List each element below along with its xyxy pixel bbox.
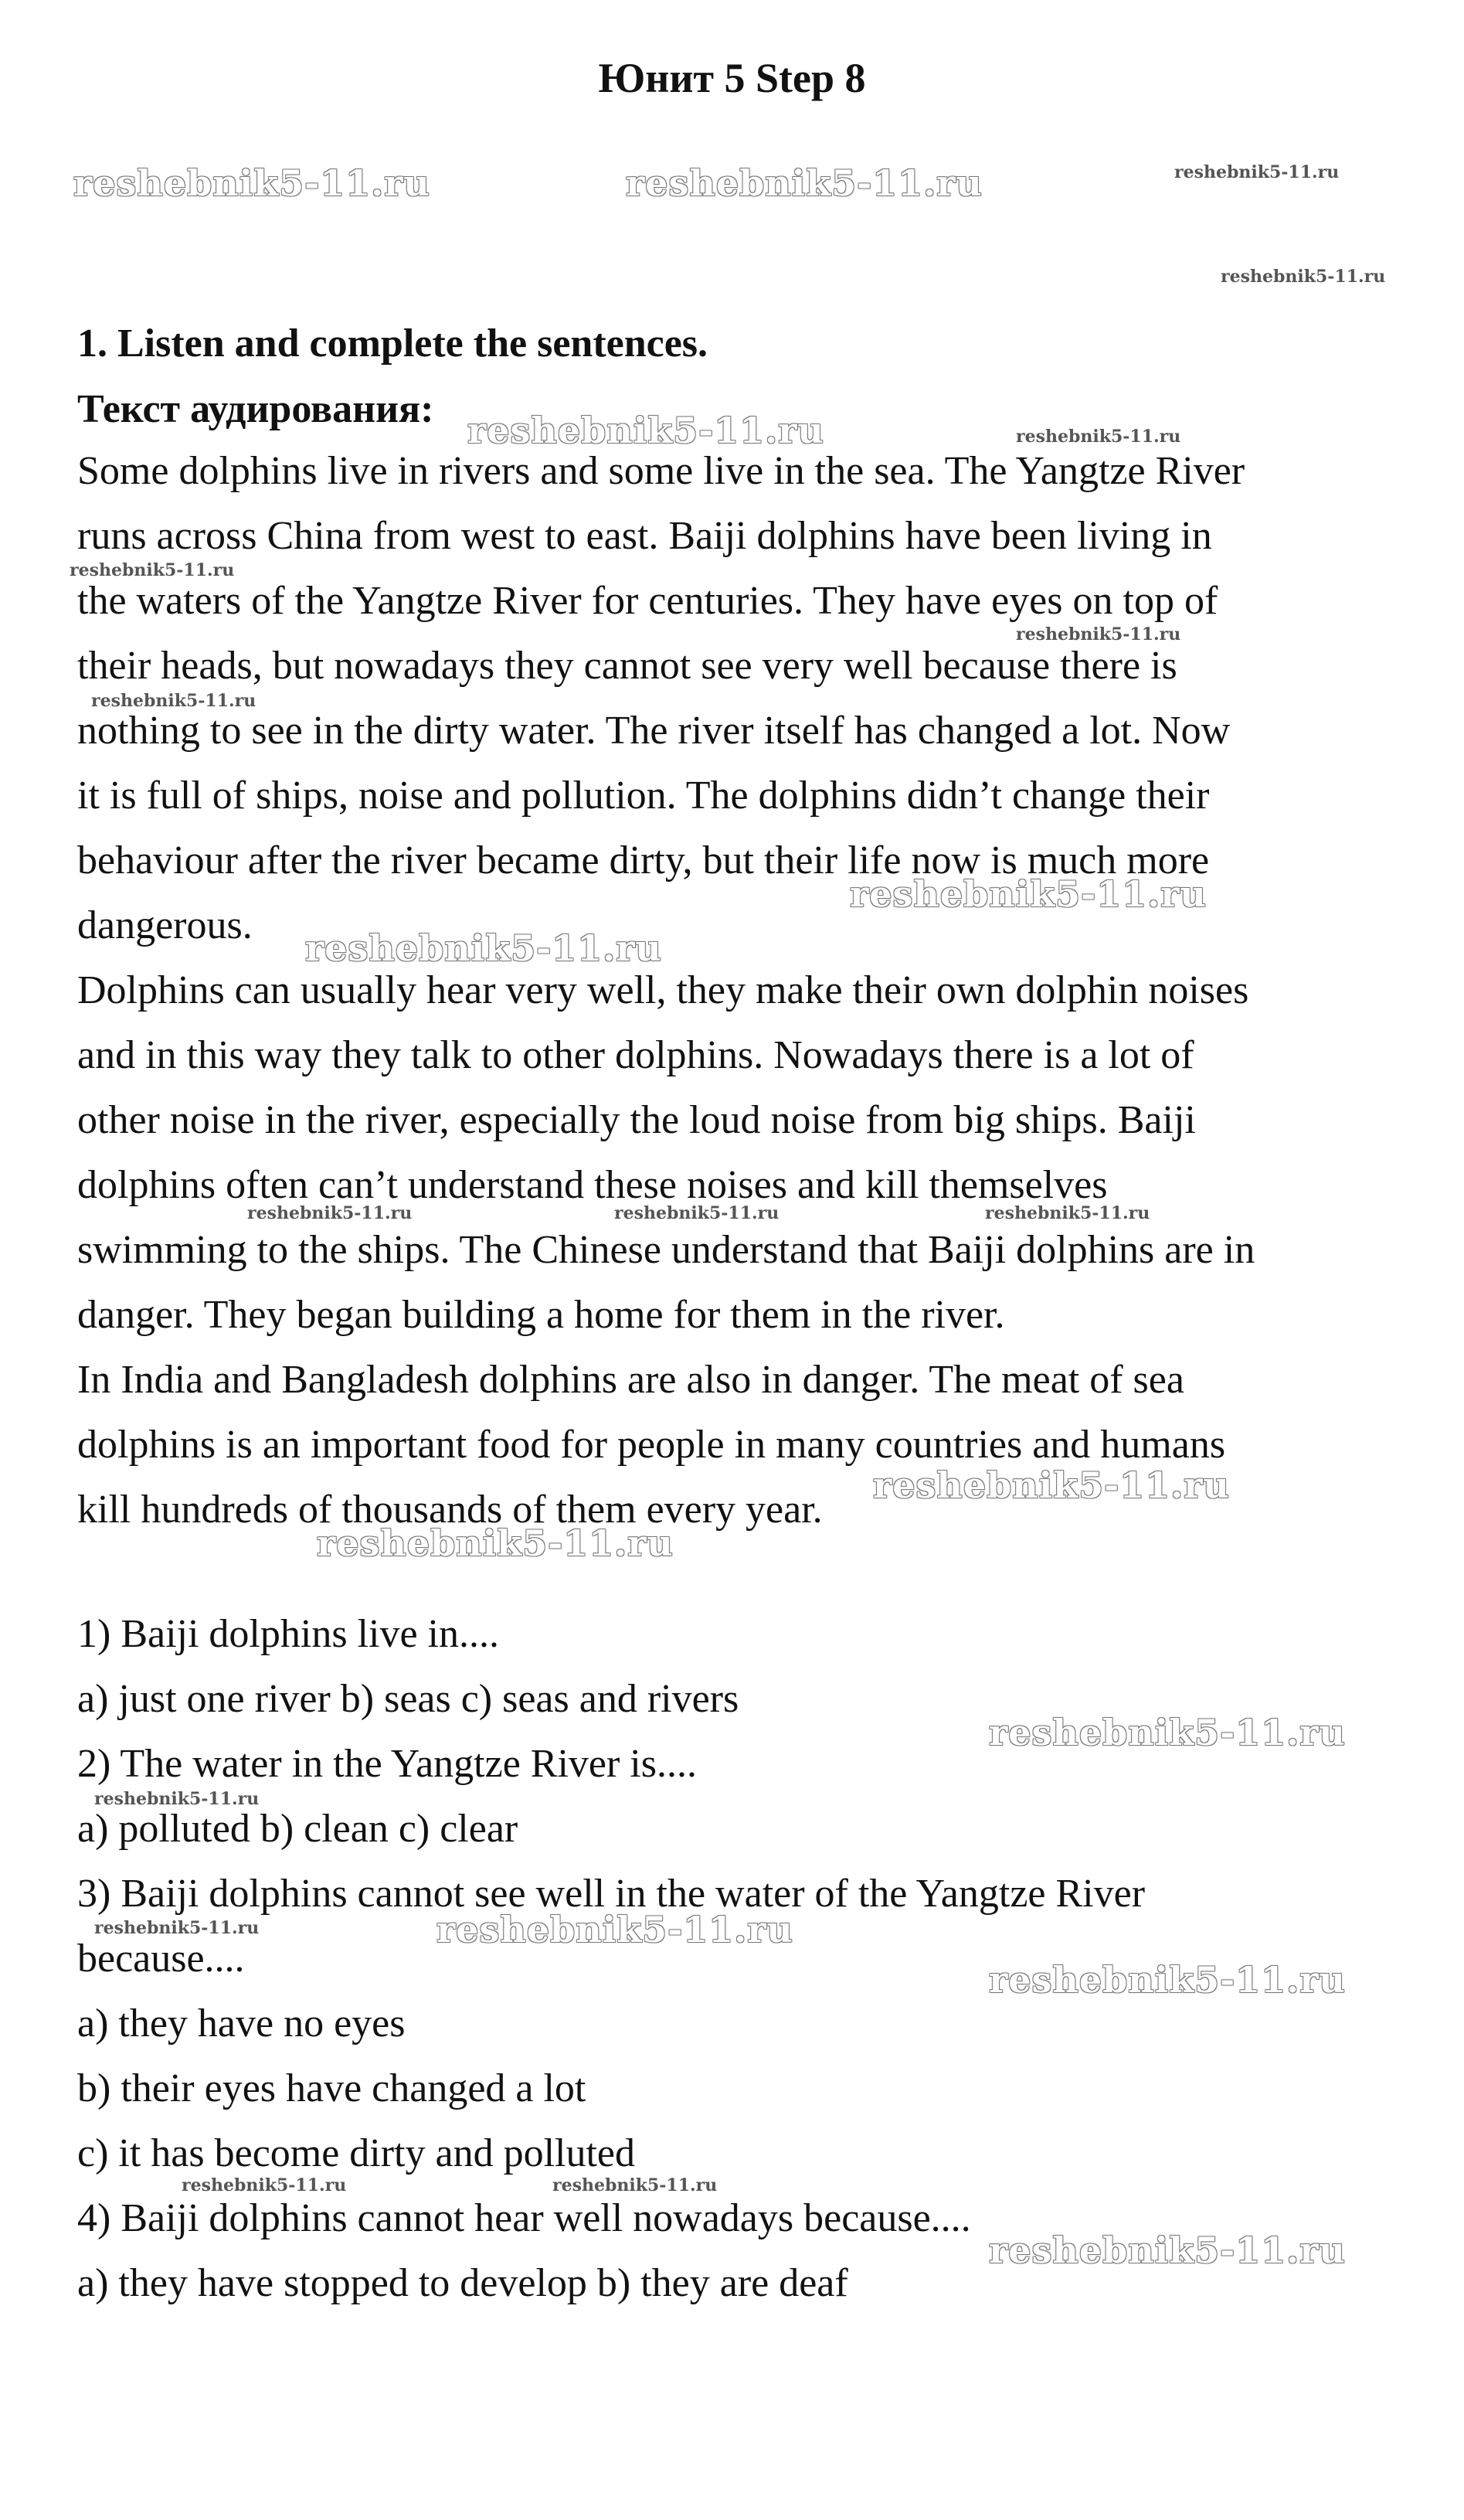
watermark: reshebnik5-11.ru	[626, 162, 983, 204]
transcript-line: runs across China from west to east. Baiji dolphins have been living in	[77, 514, 1212, 558]
watermark: reshebnik5-11.ru	[436, 1909, 793, 1950]
watermark: reshebnik5-11.ru	[989, 1959, 1346, 2001]
transcript-line: dangerous.	[77, 903, 253, 947]
question-line: because....	[77, 1937, 245, 1981]
answer-options: a) they have no eyes	[77, 2001, 406, 2046]
transcript-line: Some dolphins live in rivers and some live in the sea. The Yangtze River	[77, 449, 1245, 493]
watermark: reshebnik5-11.ru	[247, 1203, 413, 1223]
question-line: 4) Baiji dolphins cannot hear well nowadays because....	[77, 2196, 971, 2240]
transcript-line: it is full of ships, noise and pollution. The dolphins didn’t change their	[77, 774, 1210, 818]
watermark: reshebnik5-11.ru	[1016, 427, 1181, 447]
answer-options: a) polluted b) clean c) clear	[77, 1807, 518, 1851]
watermark: reshebnik5-11.ru	[94, 1789, 260, 1809]
watermark: reshebnik5-11.ru	[91, 691, 256, 711]
transcript-line: behaviour after the river became dirty, but their life now is much more	[77, 838, 1210, 883]
transcript-line: the waters of the Yangtze River for centuries. They have eyes on top of	[77, 579, 1218, 623]
transcript-line: kill hundreds of thousands of them every year.	[77, 1488, 823, 1532]
transcript-line: Dolphins can usually hear very well, they make their own dolphin noises	[77, 968, 1249, 1012]
transcript-line: nothing to see in the dirty water. The river itself has changed a lot. Now	[77, 709, 1231, 753]
watermark: reshebnik5-11.ru	[73, 162, 430, 204]
answer-options: b) their eyes have changed a lot	[77, 2066, 586, 2110]
watermark: reshebnik5-11.ru	[989, 2229, 1346, 2271]
watermark: reshebnik5-11.ru	[1174, 162, 1340, 182]
watermark: reshebnik5-11.ru	[1221, 267, 1386, 287]
watermark: reshebnik5-11.ru	[305, 927, 662, 969]
transcript-line: danger. They began building a home for them in the river.	[77, 1293, 1005, 1337]
transcript-heading: Текст аудирования:	[77, 387, 434, 431]
transcript-line: dolphins is an important food for people in many countries and humans	[77, 1423, 1226, 1467]
watermark: reshebnik5-11.ru	[317, 1522, 674, 1564]
transcript-line: In India and Bangladesh dolphins are also in danger. The meat of sea	[77, 1358, 1184, 1402]
question-line: 3) Baiji dolphins cannot see well in the water of the Yangtze River	[77, 1872, 1146, 1916]
answer-options: a) they have stopped to develop b) they are deaf	[77, 2261, 848, 2305]
watermark: reshebnik5-11.ru	[552, 2175, 718, 2195]
task-heading: 1. Listen and complete the sentences.	[77, 321, 708, 366]
watermark: reshebnik5-11.ru	[1016, 624, 1181, 644]
answer-options: a) just one river b) seas c) seas and rivers	[77, 1677, 739, 1721]
answer-options: c) it has become dirty and polluted	[77, 2131, 636, 2175]
watermark: reshebnik5-11.ru	[94, 1918, 260, 1938]
transcript-line: dolphins often can’t understand these noises and kill themselves	[77, 1163, 1108, 1207]
watermark: reshebnik5-11.ru	[873, 1464, 1230, 1506]
transcript-line: their heads, but nowadays they cannot see very well because there is	[77, 644, 1177, 688]
transcript-line: swimming to the ships. The Chinese understand that Baiji dolphins are in	[77, 1228, 1255, 1272]
watermark: reshebnik5-11.ru	[850, 873, 1207, 915]
watermark: reshebnik5-11.ru	[985, 1203, 1150, 1223]
page-title: Юнит 5 Step 8	[598, 55, 866, 101]
watermark: reshebnik5-11.ru	[989, 1712, 1346, 1753]
watermark: reshebnik5-11.ru	[70, 560, 235, 580]
watermark: reshebnik5-11.ru	[182, 2175, 347, 2195]
question-line: 1) Baiji dolphins live in....	[77, 1612, 499, 1656]
watermark: reshebnik5-11.ru	[614, 1203, 780, 1223]
transcript-line: other noise in the river, especially the loud noise from big ships. Baiji	[77, 1098, 1196, 1142]
watermark: reshebnik5-11.ru	[467, 410, 824, 451]
question-line: 2) The water in the Yangtze River is....	[77, 1742, 697, 1786]
transcript-line: and in this way they talk to other dolphins. Nowadays there is a lot of	[77, 1033, 1194, 1077]
